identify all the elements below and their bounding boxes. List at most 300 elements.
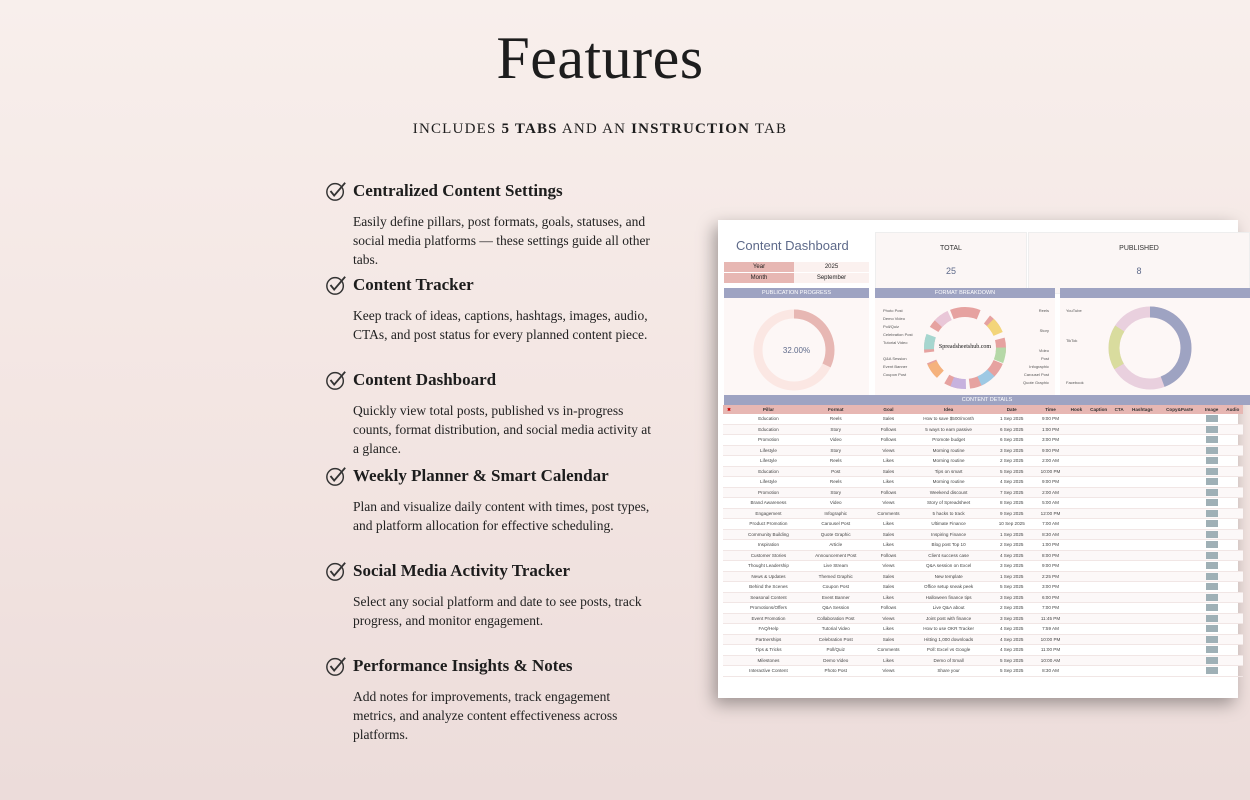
table-cell	[1159, 582, 1201, 593]
table-cell	[1126, 655, 1158, 666]
table-row[interactable]	[723, 445, 1243, 456]
table-cell: 8:30 AM	[1034, 529, 1068, 540]
table-cell	[1067, 466, 1085, 477]
table-cell: Sales	[870, 582, 908, 593]
table-cell	[1085, 487, 1112, 498]
feature-description: Plan and visualize daily content with times, post types, and platform allocation for effective scheduling.	[353, 499, 650, 533]
table-cell	[1112, 498, 1126, 509]
table-cell: Joint post with finance	[907, 613, 989, 624]
table-cell	[1223, 498, 1243, 509]
table-cell: 2:00 AM	[1034, 487, 1068, 498]
table-cell: Coupon Post	[802, 582, 870, 593]
table-cell	[1112, 487, 1126, 498]
format-label: Reels	[1038, 308, 1049, 313]
format-label: Coupon Post	[883, 372, 907, 377]
table-cell: Interactive Content	[735, 666, 802, 677]
table-cell: Seasonal Content	[735, 592, 802, 603]
table-cell: Celebration Post	[802, 634, 870, 645]
table-cell: 4 Sep 2025	[990, 634, 1034, 645]
checkmark-circle-icon	[325, 369, 347, 391]
table-cell	[1067, 540, 1085, 551]
image-cell	[1201, 634, 1223, 645]
table-cell	[1159, 424, 1201, 435]
image-cell	[1201, 645, 1223, 656]
table-cell: Lifestyle	[735, 445, 802, 456]
table-cell: 1 Sep 2025	[990, 529, 1034, 540]
table-cell: 10:00 PM	[1034, 466, 1068, 477]
row-number	[723, 498, 735, 509]
table-cell	[1126, 414, 1158, 424]
table-cell	[1067, 603, 1085, 614]
table-cell	[1223, 592, 1243, 603]
table-cell	[1159, 435, 1201, 446]
table-cell	[1126, 466, 1158, 477]
table-cell: 4 Sep 2025	[990, 550, 1034, 561]
table-cell	[1126, 477, 1158, 488]
table-cell: Video	[802, 498, 870, 509]
table-cell	[1112, 666, 1126, 677]
col-header: Caption	[1085, 405, 1112, 414]
table-cell: 3 Sep 2025	[990, 592, 1034, 603]
table-cell: Photo Post	[802, 666, 870, 677]
table-cell: Announcement Post	[802, 550, 870, 561]
table-cell: 8:00 PM	[1034, 550, 1068, 561]
platform-label: YouTube	[1066, 308, 1082, 313]
table-cell: 10 Sep 2025	[990, 519, 1034, 530]
table-cell: Follows	[870, 424, 908, 435]
platform-label: Facebook	[1066, 380, 1084, 385]
table-cell	[1223, 624, 1243, 635]
table-cell	[1085, 508, 1112, 519]
table-cell: 11:00 PM	[1034, 645, 1068, 656]
row-number	[723, 445, 735, 456]
table-cell	[1067, 445, 1085, 456]
table-cell: Comments	[870, 645, 908, 656]
table-cell	[1067, 634, 1085, 645]
table-cell	[1112, 508, 1126, 519]
table-cell: Inspiration	[735, 540, 802, 551]
table-cell: Milestones	[735, 655, 802, 666]
table-row[interactable]	[723, 435, 1243, 446]
table-cell: Brand Awareness	[735, 498, 802, 509]
table-cell	[1085, 424, 1112, 435]
table-cell	[1223, 603, 1243, 614]
table-cell	[1085, 477, 1112, 488]
row-number	[723, 519, 735, 530]
table-cell: Behind the Scenes	[735, 582, 802, 593]
feature-centralized-settings	[325, 180, 655, 269]
table-cell: Education	[735, 424, 802, 435]
col-header: Hashtags	[1126, 405, 1158, 414]
image-cell	[1201, 508, 1223, 519]
table-cell	[1085, 666, 1112, 677]
table-cell: Demo of Small	[907, 655, 989, 666]
format-label: Story	[1039, 328, 1049, 333]
col-header: Pillar	[735, 405, 802, 414]
format-breakdown-header: FORMAT BREAKDOWN	[875, 288, 1055, 298]
table-cell: Inspiring Finance	[907, 529, 989, 540]
table-cell	[1126, 529, 1158, 540]
table-cell: 6 Sep 2025	[990, 424, 1034, 435]
table-cell	[1159, 508, 1201, 519]
table-cell: 1:00 PM	[1034, 540, 1068, 551]
table-cell: Likes	[870, 456, 908, 467]
table-cell: Quote Graphic	[802, 529, 870, 540]
table-cell	[1085, 655, 1112, 666]
row-number	[723, 582, 735, 593]
table-cell: Live Q&A about	[907, 603, 989, 614]
image-cell	[1201, 592, 1223, 603]
table-cell: 9:00 PM	[1034, 561, 1068, 572]
table-cell: 5 Sep 2025	[990, 666, 1034, 677]
row-number	[723, 655, 735, 666]
table-cell: 7:59 AM	[1034, 624, 1068, 635]
table-cell: Education	[735, 466, 802, 477]
table-cell	[1126, 508, 1158, 519]
table-row[interactable]	[723, 487, 1243, 498]
table-cell: Customer Stories	[735, 550, 802, 561]
table-cell	[1126, 613, 1158, 624]
social-panel	[1060, 298, 1250, 396]
table-cell	[1112, 603, 1126, 614]
table-cell	[1126, 592, 1158, 603]
table-cell	[1223, 477, 1243, 488]
table-cell	[1223, 529, 1243, 540]
table-cell	[1223, 582, 1243, 593]
table-cell	[1085, 414, 1112, 424]
col-header: Audio	[1223, 405, 1243, 414]
format-label: Demo Video	[883, 316, 905, 321]
table-cell: 5 Sep 2025	[990, 655, 1034, 666]
row-number	[723, 550, 735, 561]
table-cell: New template	[907, 571, 989, 582]
table-row[interactable]	[723, 582, 1243, 593]
social-donut	[1060, 298, 1250, 396]
table-cell	[1085, 571, 1112, 582]
image-cell	[1201, 435, 1223, 446]
table-cell	[1067, 666, 1085, 677]
page-title: Features	[496, 25, 704, 91]
table-cell	[1067, 487, 1085, 498]
table-row[interactable]	[723, 519, 1243, 530]
table-cell	[1223, 414, 1243, 424]
table-cell: 2 Sep 2025	[990, 540, 1034, 551]
table-cell: Ultimate Finance	[907, 519, 989, 530]
table-cell	[1159, 645, 1201, 656]
table-row[interactable]	[723, 655, 1243, 666]
table-cell: Share your	[907, 666, 989, 677]
table-cell: Tips & Tricks	[735, 645, 802, 656]
table-row[interactable]	[723, 634, 1243, 645]
image-cell	[1201, 561, 1223, 572]
table-cell: Sales	[870, 529, 908, 540]
table-cell	[1112, 424, 1126, 435]
table-cell	[1223, 508, 1243, 519]
image-cell	[1201, 445, 1223, 456]
table-row[interactable]	[723, 466, 1243, 477]
table-cell: Thought Leadership	[735, 561, 802, 572]
table-cell: Follows	[870, 603, 908, 614]
table-cell	[1126, 561, 1158, 572]
table-cell	[1159, 592, 1201, 603]
row-number	[723, 477, 735, 488]
col-header: Date	[990, 405, 1034, 414]
table-cell	[1067, 456, 1085, 467]
image-cell	[1201, 466, 1223, 477]
table-cell: 7:00 AM	[1034, 519, 1068, 530]
table-cell: Tips on smart	[907, 466, 989, 477]
image-cell	[1201, 624, 1223, 635]
table-cell: Reels	[802, 477, 870, 488]
table-cell: Event Banner	[802, 592, 870, 603]
table-cell: 2:25 PM	[1034, 571, 1068, 582]
table-cell	[1126, 424, 1158, 435]
table-cell	[1223, 571, 1243, 582]
table-cell	[1085, 603, 1112, 614]
table-row[interactable]	[723, 624, 1243, 635]
table-cell	[1223, 540, 1243, 551]
table-row[interactable]	[723, 571, 1243, 582]
table-cell	[1067, 435, 1085, 446]
row-number	[723, 634, 735, 645]
feature-title: Centralized Content Settings	[353, 181, 563, 200]
page-subtitle: INCLUDES 5 TABS AND AN INSTRUCTION TAB	[412, 121, 788, 137]
table-cell: Promotion	[735, 435, 802, 446]
row-number	[723, 645, 735, 656]
table-row[interactable]	[723, 550, 1243, 561]
feature-description: Quickly view total posts, published vs in-progress counts, format distribution, and social media activity at a glance.	[353, 403, 652, 456]
table-cell: 10:00 AM	[1034, 655, 1068, 666]
table-cell	[1126, 634, 1158, 645]
table-cell	[1067, 561, 1085, 572]
table-cell	[1223, 666, 1243, 677]
table-row[interactable]	[723, 540, 1243, 551]
table-cell	[1159, 529, 1201, 540]
row-number	[723, 508, 735, 519]
table-cell: Sales	[870, 414, 908, 424]
table-cell: News & Updates	[735, 571, 802, 582]
table-cell	[1126, 645, 1158, 656]
table-cell	[1223, 645, 1243, 656]
format-label: Infographic	[1029, 364, 1049, 369]
table-cell	[1112, 435, 1126, 446]
row-number	[723, 592, 735, 603]
col-header: Image	[1201, 405, 1223, 414]
table-cell	[1067, 414, 1085, 424]
table-cell: 3 Sep 2025	[990, 613, 1034, 624]
table-cell: Blog post Top 10	[907, 540, 989, 551]
table-cell	[1112, 445, 1126, 456]
table-row[interactable]	[723, 456, 1243, 467]
table-cell: 1 Sep 2025	[990, 414, 1034, 424]
table-cell: 5:00 AM	[1034, 498, 1068, 509]
dashboard-screenshot	[718, 220, 1238, 698]
table-cell: 7 Sep 2025	[990, 487, 1034, 498]
table-cell: Halloween finance tips	[907, 592, 989, 603]
col-header: Time	[1034, 405, 1068, 414]
table-cell: Community Building	[735, 529, 802, 540]
table-cell	[1159, 561, 1201, 572]
table-cell	[1067, 613, 1085, 624]
progress-percent: 32.00%	[782, 346, 811, 355]
table-cell	[1223, 655, 1243, 666]
table-cell	[1085, 592, 1112, 603]
format-label: Carousel Post	[1023, 372, 1049, 377]
table-cell	[1126, 582, 1158, 593]
table-cell	[1223, 456, 1243, 467]
table-cell: Video	[802, 435, 870, 446]
table-row[interactable]	[723, 414, 1243, 424]
year-selector[interactable]: Year 2025	[724, 262, 869, 272]
table-cell	[1159, 613, 1201, 624]
table-cell: 5 Sep 2025	[990, 466, 1034, 477]
image-cell	[1201, 529, 1223, 540]
close-icon[interactable]: ✖	[723, 405, 735, 414]
table-row[interactable]	[723, 613, 1243, 624]
row-number	[723, 561, 735, 572]
table-row[interactable]	[723, 498, 1243, 509]
table-cell	[1067, 477, 1085, 488]
feature-title: Weekly Planner & Smart Calendar	[353, 466, 609, 485]
table-cell	[1159, 655, 1201, 666]
table-row[interactable]	[723, 603, 1243, 614]
table-cell	[1126, 624, 1158, 635]
table-cell	[1223, 445, 1243, 456]
table-cell	[1223, 634, 1243, 645]
table-cell: 5 hacks to track	[907, 508, 989, 519]
table-cell	[1067, 624, 1085, 635]
table-cell: Promote budget	[907, 435, 989, 446]
feature-description: Keep track of ideas, captions, hashtags, images, audio, CTAs, and post status for every planned content piece.	[353, 308, 648, 342]
publication-progress-header: PUBLICATION PROGRESS	[724, 288, 869, 298]
table-cell: Event Promotion	[735, 613, 802, 624]
table-cell	[1067, 592, 1085, 603]
feature-content-tracker	[325, 274, 655, 344]
table-cell	[1223, 435, 1243, 446]
table-cell: Poll/Quiz	[802, 645, 870, 656]
table-cell	[1223, 466, 1243, 477]
table-cell: 1 Sep 2025	[990, 571, 1034, 582]
table-row[interactable]	[723, 666, 1243, 677]
table-cell	[1085, 645, 1112, 656]
format-label: Post	[1040, 356, 1049, 361]
table-cell: Live Stream	[802, 561, 870, 572]
table-cell: Post	[802, 466, 870, 477]
table-cell	[1067, 498, 1085, 509]
total-card: TOTAL 25	[875, 232, 1027, 294]
table-cell	[1067, 645, 1085, 656]
table-cell	[1085, 624, 1112, 635]
row-number	[723, 613, 735, 624]
table-cell	[1085, 529, 1112, 540]
table-cell: 1:00 PM	[1034, 424, 1068, 435]
feature-performance-insights	[325, 655, 655, 744]
table-cell	[1126, 666, 1158, 677]
row-number	[723, 456, 735, 467]
table-cell: Morning routine	[907, 477, 989, 488]
table-cell	[1126, 498, 1158, 509]
table-cell	[1223, 519, 1243, 530]
col-header: Idea	[907, 405, 989, 414]
table-cell	[1159, 519, 1201, 530]
table-cell	[1159, 624, 1201, 635]
feature-title: Social Media Activity Tracker	[353, 561, 571, 580]
table-cell	[1223, 487, 1243, 498]
table-cell	[1112, 529, 1126, 540]
dashboard-title: Content Dashboard	[736, 238, 849, 253]
table-cell	[1085, 540, 1112, 551]
table-cell	[1112, 624, 1126, 635]
watermark: Spreadsheetshub.com	[938, 344, 992, 350]
table-cell: Promotion	[735, 487, 802, 498]
table-cell: Collaboration Post	[802, 613, 870, 624]
table-cell	[1126, 519, 1158, 530]
table-row[interactable]	[723, 477, 1243, 488]
table-row[interactable]	[723, 561, 1243, 572]
table-cell: Promotions/Offers	[735, 603, 802, 614]
checkmark-circle-icon	[325, 180, 347, 202]
format-label: Tutorial Video	[883, 340, 908, 345]
image-cell	[1201, 666, 1223, 677]
col-header: Goal	[870, 405, 908, 414]
table-row[interactable]	[723, 645, 1243, 656]
table-cell: Engagement	[735, 508, 802, 519]
table-row[interactable]	[723, 508, 1243, 519]
table-cell	[1159, 487, 1201, 498]
table-cell	[1159, 666, 1201, 677]
row-number	[723, 603, 735, 614]
table-row[interactable]	[723, 529, 1243, 540]
row-number	[723, 666, 735, 677]
feature-description: Select any social platform and date to see posts, track progress, and monitor engagement.	[353, 594, 642, 628]
table-row[interactable]	[723, 424, 1243, 435]
table-cell	[1159, 414, 1201, 424]
image-cell	[1201, 582, 1223, 593]
table-cell: Reels	[802, 456, 870, 467]
checkmark-circle-icon	[325, 560, 347, 582]
image-cell	[1201, 571, 1223, 582]
table-cell: 4 Sep 2025	[990, 477, 1034, 488]
table-cell: 6:00 PM	[1034, 592, 1068, 603]
table-cell	[1126, 487, 1158, 498]
format-panel	[875, 298, 1055, 396]
table-row[interactable]	[723, 592, 1243, 603]
table-cell	[1067, 529, 1085, 540]
table-cell: Product Promotion	[735, 519, 802, 530]
platform-label: TikTok	[1066, 338, 1078, 343]
table-cell: FAQ/Help	[735, 624, 802, 635]
image-cell	[1201, 540, 1223, 551]
table-cell: Views	[870, 445, 908, 456]
table-cell: Infographic	[802, 508, 870, 519]
table-cell: Likes	[870, 624, 908, 635]
table-cell: Morning routine	[907, 456, 989, 467]
table-cell: Sales	[870, 466, 908, 477]
table-cell: 10:00 PM	[1034, 634, 1068, 645]
table-cell	[1085, 550, 1112, 561]
checkmark-circle-icon	[325, 655, 347, 677]
image-cell	[1201, 655, 1223, 666]
table-cell	[1112, 540, 1126, 551]
table-cell	[1067, 655, 1085, 666]
table-cell	[1126, 603, 1158, 614]
month-selector[interactable]: Month September	[724, 273, 869, 283]
table-cell: 3 Sep 2025	[990, 445, 1034, 456]
row-number	[723, 529, 735, 540]
table-cell: Q&A session on Excel	[907, 561, 989, 572]
table-cell	[1085, 561, 1112, 572]
table-cell: Follows	[870, 435, 908, 446]
